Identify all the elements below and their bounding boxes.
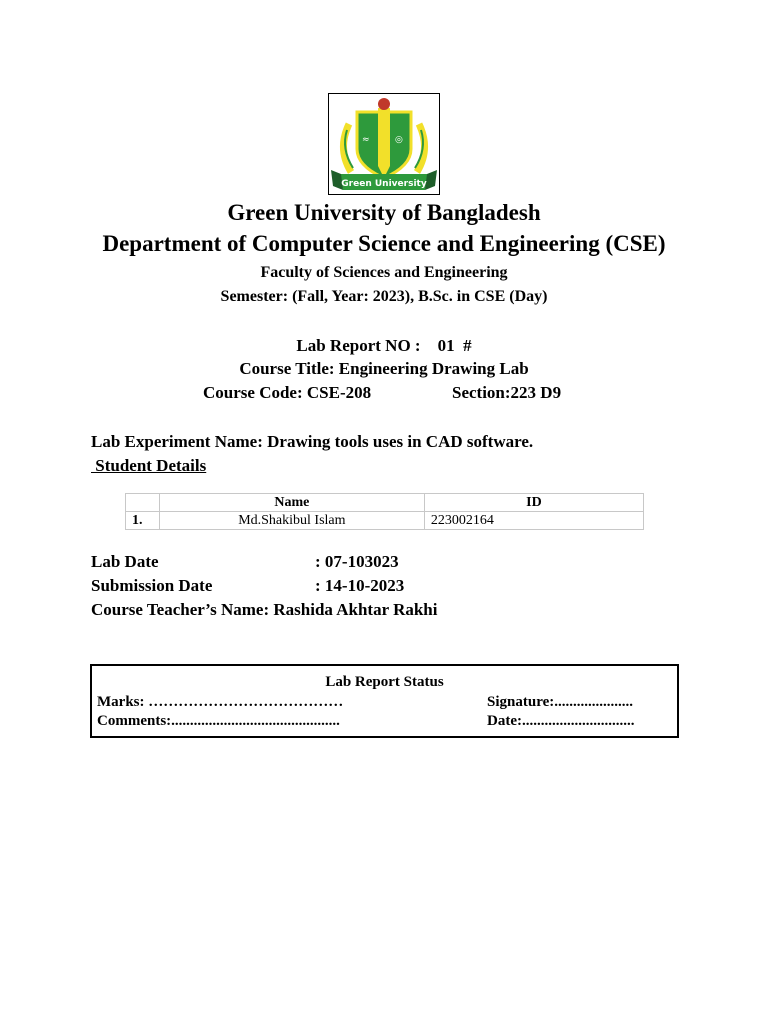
table-row	[126, 512, 644, 530]
department-name: Department of Computer Science and Engineering (CSE)	[102, 231, 666, 256]
course-code-row	[203, 383, 623, 405]
lab-date-label: Lab Date	[91, 552, 159, 571]
student-details-heading	[91, 456, 206, 476]
faculty-name: Faculty of Sciences and Engineering	[260, 264, 508, 281]
header-name: Name	[159, 494, 424, 512]
experiment-name: Lab Experiment Name: Drawing tools uses in CAD software.	[91, 432, 534, 451]
header-id: ID	[424, 494, 643, 512]
course-teacher: Course Teacher’s Name: Rashida Akhtar Rakhi	[91, 600, 438, 619]
submission-date-row	[91, 576, 691, 598]
header-sl	[126, 494, 160, 512]
student-table	[125, 493, 644, 530]
university-name: Green University of Bangladesh	[227, 200, 541, 225]
logo-ribbon-text: Green University	[341, 179, 427, 189]
semester-info: Semester: (Fall, Year: 2023), B.Sc. in CSE (Day)	[220, 288, 548, 305]
student-details-heading-text: Student Details	[91, 456, 207, 475]
student-name: Md.Shakibul Islam	[159, 512, 424, 530]
marks-field: Marks: …………………………………	[97, 694, 344, 710]
date-field: Date:..............................	[487, 713, 635, 729]
lab-report-number	[0, 336, 768, 356]
student-serial: 1.	[126, 512, 160, 530]
lab-report-number-text: Lab Report NO : 01 #	[296, 336, 472, 355]
table-header-row	[126, 494, 644, 512]
student-id: 223002164	[424, 512, 643, 530]
submission-date-label: Submission Date	[91, 576, 213, 595]
status-title: Lab Report Status	[325, 674, 444, 690]
section-info: Section:223 D9	[452, 383, 562, 402]
course-code: Course Code: CSE-208	[203, 383, 372, 402]
course-title: Course Title: Engineering Drawing Lab	[239, 359, 529, 378]
signature-field: Signature:.....................	[487, 694, 633, 710]
submission-date-value: : 14-10-2023	[315, 576, 405, 595]
comments-field: Comments:.............................................	[97, 713, 340, 729]
logo-emblem-icon	[329, 94, 439, 194]
university-logo	[328, 93, 440, 195]
lab-date-row	[91, 552, 691, 574]
svg-text:≈: ≈	[362, 135, 370, 145]
svg-text:◎: ◎	[395, 135, 403, 145]
lab-report-status-box	[90, 664, 679, 738]
lab-date-value: : 07-103023	[315, 552, 399, 571]
